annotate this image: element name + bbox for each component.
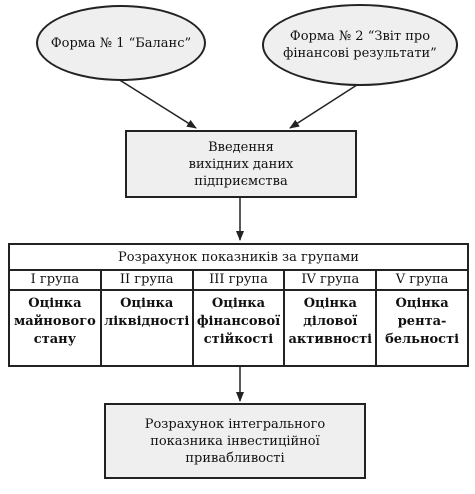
group-body: Оцінка рента- бельності (385, 296, 460, 347)
group-column (285, 269, 377, 365)
group-body: Оцінка ділової активності (288, 296, 373, 347)
result-box (104, 403, 366, 479)
group-column (102, 269, 194, 365)
group-header: II група (102, 269, 192, 291)
intake-box (125, 130, 357, 198)
form1-label: Форма № 1 “Баланс” (50, 35, 192, 51)
group-column (194, 269, 286, 365)
result-label: Розрахунок інтегрального показника інвестиційної привабливості (144, 416, 326, 466)
form2-label: Форма № 2 “Звіт про фінансові результати” (283, 29, 437, 61)
group-header: V група (377, 269, 467, 291)
group-column (10, 269, 102, 365)
intake-label: Введення вихідних даних підприємства (188, 139, 294, 189)
group-header: IV група (285, 269, 375, 291)
form2-ellipse (262, 4, 458, 86)
arrow-form1-to-intake (118, 79, 196, 128)
arrow-form2-to-intake (290, 83, 360, 128)
groups-title: Розрахунок показників за групами (10, 245, 467, 271)
group-column (377, 269, 467, 365)
form1-ellipse (36, 5, 206, 81)
group-header: I група (10, 269, 100, 291)
group-body: Оцінка майнового стану (13, 296, 96, 347)
group-header: III група (194, 269, 284, 291)
group-body: Оцінка фінансової стійкості (196, 296, 281, 347)
group-body: Оцінка ліквідності (104, 296, 190, 329)
indicator-groups-table (8, 243, 469, 367)
